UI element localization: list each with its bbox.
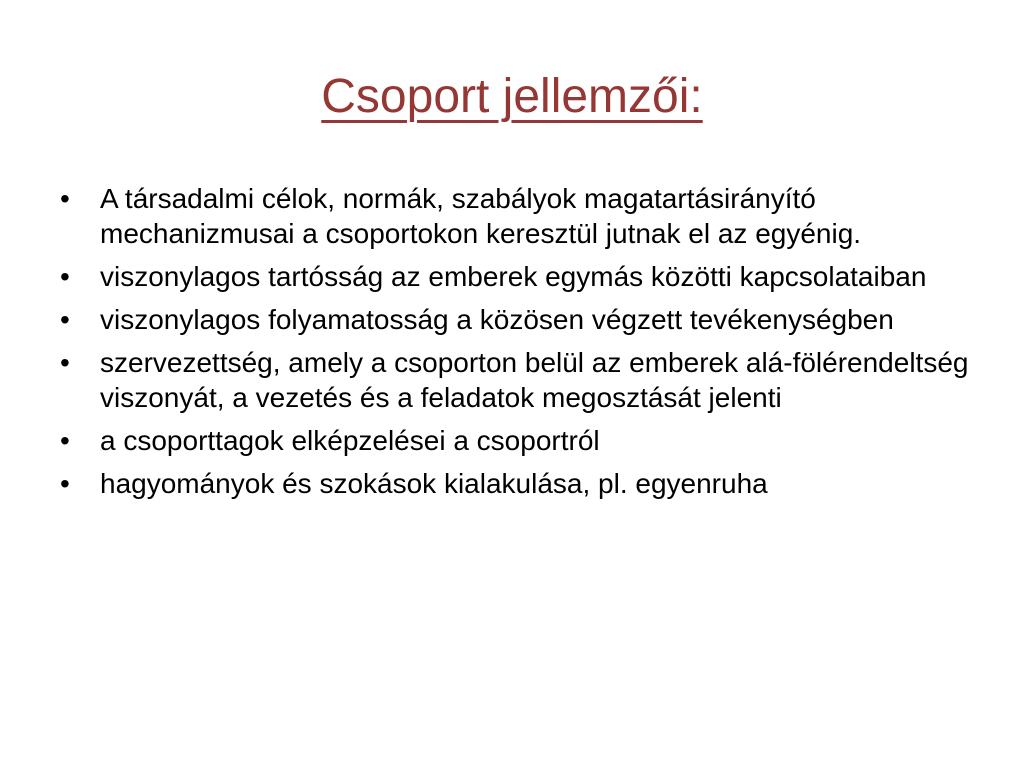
list-item bbox=[60, 466, 970, 501]
list-item bbox=[60, 259, 970, 294]
bullet-text: viszonylagos tartósság az emberek egymás közötti kapcsolataiban bbox=[100, 261, 927, 292]
list-item bbox=[60, 181, 970, 251]
bullet-list bbox=[60, 181, 970, 509]
slide-title: Csoport jellemzői: bbox=[321, 70, 703, 123]
bullet-icon: • bbox=[60, 261, 70, 292]
bullet-text: A társadalmi célok, normák, szabályok magatartásirányító mechanizmusai a csoportokon keresztül jutnak el az egyénig. bbox=[100, 183, 862, 249]
bullet-text: viszonylagos folyamatosság a közösen végzett tevékenységben bbox=[100, 304, 894, 335]
list-item bbox=[60, 423, 970, 458]
bullet-text: hagyományok és szokások kialakulása, pl. egyenruha bbox=[100, 468, 768, 499]
bullet-icon: • bbox=[60, 425, 70, 456]
bullet-icon: • bbox=[60, 183, 70, 214]
bullet-icon: • bbox=[60, 347, 70, 378]
list-item bbox=[60, 345, 970, 415]
bullet-text: a csoporttagok elképzelései a csoportról bbox=[100, 425, 600, 456]
bullet-icon: • bbox=[60, 468, 70, 499]
list-item bbox=[60, 302, 970, 337]
bullet-text: szervezettség, amely a csoporton belül az emberek alá-fölérendeltség viszonyát, a vezetés és a feladatok megosztását jelenti bbox=[100, 347, 969, 413]
bullet-icon: • bbox=[60, 304, 70, 335]
